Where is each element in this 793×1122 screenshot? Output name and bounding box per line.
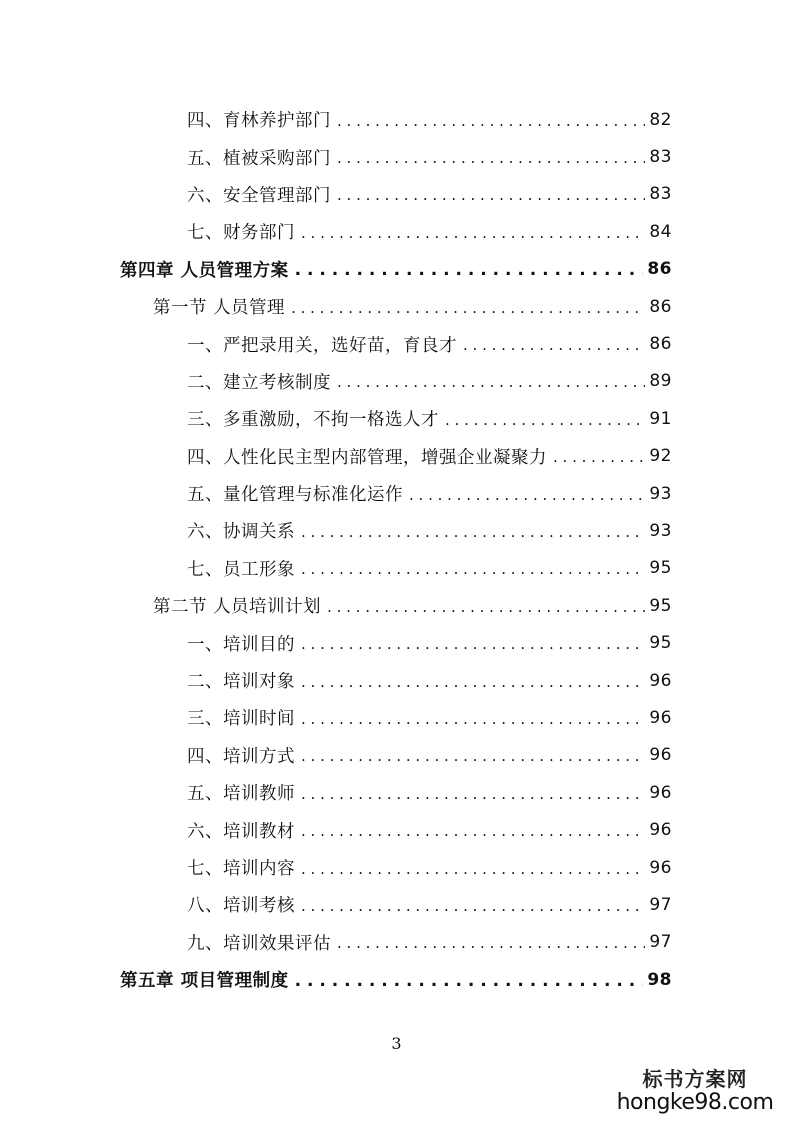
toc-row-inner: [187, 818, 672, 843]
toc-entry-page: 96: [649, 745, 672, 766]
toc-entry-title: 六、安全管理部门: [187, 185, 331, 206]
toc-entry-page: 84: [649, 221, 672, 242]
toc-entry-page: 96: [649, 707, 672, 728]
toc-entry-title: 第五章 项目管理制度: [120, 971, 289, 992]
toc-entry-title: 二、建立考核制度: [187, 372, 331, 393]
toc-row-inner: [187, 145, 672, 170]
toc-entry-title: 一、培训目的: [187, 634, 295, 655]
page-number: 3: [391, 1034, 402, 1053]
toc-entry-page: 95: [649, 595, 672, 616]
toc-entry-title: 四、人性化民主型内部管理，增强企业凝聚力: [187, 447, 547, 468]
toc-dot-leader: [301, 822, 645, 840]
toc-entry-page: 97: [649, 894, 672, 915]
toc-row-inner: [187, 855, 672, 880]
toc-item-entry[interactable]: [0, 774, 793, 811]
toc-row-inner: [187, 743, 672, 768]
toc-dot-leader: [445, 411, 645, 429]
toc-section-entry[interactable]: [0, 587, 793, 624]
toc-row-inner: [187, 518, 672, 543]
toc-entry-title: 五、培训教师: [187, 784, 295, 805]
toc-dot-leader: [337, 186, 645, 204]
toc-item-entry[interactable]: [0, 811, 793, 848]
toc-entry-page: 86: [647, 259, 672, 280]
toc-item-entry[interactable]: [0, 400, 793, 437]
toc-item-entry[interactable]: [0, 176, 793, 213]
toc-dot-leader: [327, 598, 645, 616]
toc-entry-page: 97: [649, 932, 672, 953]
toc-item-entry[interactable]: [0, 363, 793, 400]
toc-chapter-entry[interactable]: [0, 961, 793, 998]
toc-dot-leader: [337, 373, 645, 391]
toc-row-inner: [153, 593, 672, 618]
toc-dot-leader: [553, 448, 645, 466]
toc-dot-leader: [301, 860, 645, 878]
toc-dot-leader: [301, 560, 645, 578]
toc-section-entry[interactable]: [0, 288, 793, 325]
toc-row-inner: [187, 332, 672, 357]
toc-dot-leader: [301, 710, 645, 728]
toc-entry-page: 96: [649, 782, 672, 803]
toc-item-entry[interactable]: [0, 213, 793, 250]
toc-item-entry[interactable]: [0, 438, 793, 475]
toc-dot-leader: [295, 260, 644, 280]
toc-item-entry[interactable]: [0, 886, 793, 923]
watermark-name: 标书方案网: [642, 1067, 748, 1091]
toc-row-inner: [187, 369, 672, 394]
toc-row-inner: [153, 294, 672, 319]
toc-entry-title: 六、培训教材: [187, 821, 295, 842]
toc-item-entry[interactable]: [0, 699, 793, 736]
toc-row-inner: [187, 556, 672, 581]
toc-row-inner: [120, 967, 672, 992]
toc-entry-title: 三、培训时间: [187, 709, 295, 730]
toc-row-inner: [187, 481, 672, 506]
toc-row-inner: [187, 219, 672, 244]
toc-item-entry[interactable]: [0, 325, 793, 362]
toc-row-inner: [187, 182, 672, 207]
toc-entry-title: 二、培训对象: [187, 672, 295, 693]
toc-dot-leader: [301, 635, 645, 653]
toc-dot-leader: [301, 224, 645, 242]
toc-row-inner: [120, 257, 672, 282]
toc-entry-page: 83: [649, 184, 672, 205]
toc-item-entry[interactable]: [0, 138, 793, 175]
toc-item-entry[interactable]: [0, 924, 793, 961]
toc-row-inner: [187, 631, 672, 656]
toc-item-entry[interactable]: [0, 101, 793, 138]
toc-entry-title: 第二节 人员培训计划: [153, 597, 322, 618]
toc-entry-page: 96: [649, 857, 672, 878]
toc-item-entry[interactable]: [0, 624, 793, 661]
toc-entry-title: 八、培训考核: [187, 896, 295, 917]
toc-dot-leader: [301, 673, 645, 691]
toc-entry-page: 89: [649, 371, 672, 392]
toc-entry-page: 96: [649, 820, 672, 841]
toc-entry-page: 92: [649, 446, 672, 467]
toc-entry-title: 六、协调关系: [187, 522, 295, 543]
toc-entry-page: 98: [647, 969, 672, 990]
toc-entry-title: 七、财务部门: [187, 223, 295, 244]
toc-entry-title: 第四章 人员管理方案: [120, 260, 289, 281]
toc-entry-page: 95: [649, 633, 672, 654]
toc-dot-leader: [409, 486, 645, 504]
toc-entry-title: 七、员工形象: [187, 559, 295, 580]
toc-entry-page: 86: [649, 334, 672, 355]
toc-entry-title: 五、量化管理与标准化运作: [187, 485, 403, 506]
toc-entry-title: 九、培训效果评估: [187, 933, 331, 954]
toc-dot-leader: [301, 747, 645, 765]
toc-item-entry[interactable]: [0, 849, 793, 886]
toc-dot-leader: [295, 971, 644, 991]
toc-row-inner: [187, 892, 672, 917]
watermark: [615, 1068, 775, 1116]
toc-entry-title: 五、植被采购部门: [187, 148, 331, 169]
toc-row-inner: [187, 107, 672, 132]
toc-item-entry[interactable]: [0, 737, 793, 774]
toc-item-entry[interactable]: [0, 512, 793, 549]
toc-dot-leader: [301, 897, 645, 915]
toc-row-inner: [187, 668, 672, 693]
toc-entry-page: 91: [649, 408, 672, 429]
toc-row-inner: [187, 930, 672, 955]
toc-dot-leader: [301, 785, 645, 803]
toc-entry-page: 82: [649, 109, 672, 130]
toc-entry-page: 93: [649, 483, 672, 504]
toc-dot-leader: [291, 299, 645, 317]
toc-dot-leader: [337, 112, 645, 130]
toc-item-entry[interactable]: [0, 550, 793, 587]
toc-entry-page: 86: [649, 296, 672, 317]
toc-entry-page: 95: [649, 558, 672, 579]
toc-dot-leader: [337, 934, 645, 952]
toc-row-inner: [187, 444, 672, 469]
toc-entry-title: 一、严把录用关，选好苗，育良才: [187, 335, 457, 356]
toc-chapter-entry[interactable]: [0, 251, 793, 288]
toc-entry-title: 三、多重激励，不拘一格选人才: [187, 410, 439, 431]
toc-entry-page: 96: [649, 670, 672, 691]
toc-entry-page: 93: [649, 520, 672, 541]
toc-entry-title: 四、培训方式: [187, 746, 295, 767]
toc-entry-page: 83: [649, 147, 672, 168]
toc-dot-leader: [337, 149, 645, 167]
watermark-url: hongke98.com: [616, 1090, 774, 1115]
table-of-contents: [0, 101, 793, 998]
toc-row-inner: [187, 705, 672, 730]
toc-dot-leader: [463, 336, 645, 354]
toc-row-inner: [187, 780, 672, 805]
toc-entry-title: 第一节 人员管理: [153, 298, 286, 319]
toc-entry-title: 七、培训内容: [187, 859, 295, 879]
toc-entry-title: 四、育林养护部门: [187, 111, 331, 132]
toc-row-inner: [187, 406, 672, 431]
toc-item-entry[interactable]: [0, 475, 793, 512]
toc-item-entry[interactable]: [0, 662, 793, 699]
toc-dot-leader: [301, 523, 645, 541]
